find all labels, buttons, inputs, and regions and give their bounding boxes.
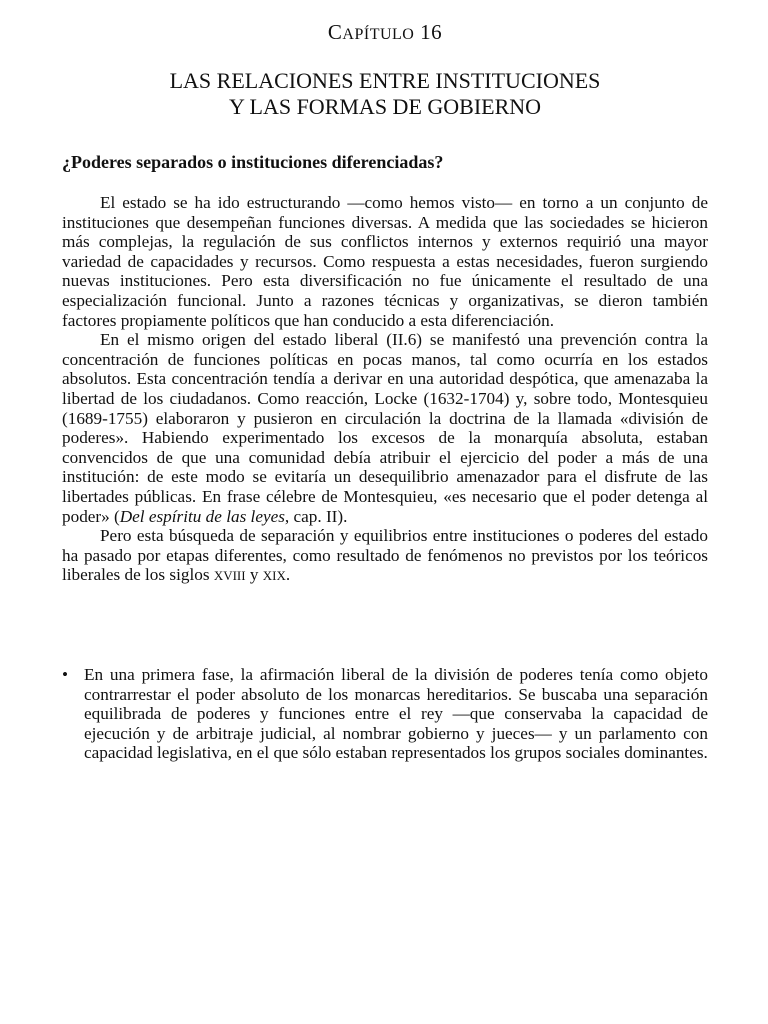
bullet-item-1: [62, 665, 708, 763]
book-title-citation: Del espíritu de las leyes: [119, 506, 285, 526]
paragraph-3-end: .: [285, 565, 291, 585]
paragraph-2: [62, 330, 708, 526]
bullet-list: [62, 665, 708, 763]
section-heading: ¿Poderes separados o instituciones diferenciadas?: [62, 152, 444, 172]
chapter-word: APÍTULO: [342, 26, 415, 43]
century-18: XVIII: [213, 568, 246, 584]
chapter-title-line-1: LAS RELACIONES ENTRE INSTITUCIONES: [169, 68, 601, 93]
paragraph-2-end: , cap. II).: [284, 506, 348, 526]
book-page: [62, 0, 708, 1024]
body-text: [62, 193, 708, 586]
paragraph-3-conjunction: y: [245, 565, 263, 585]
chapter-title-line-2: Y LAS FORMAS DE GOBIERNO: [228, 94, 542, 119]
chapter-number: 16: [420, 20, 443, 44]
bullet-item-1-text: En una primera fase, la afirmación liberal de la división de poderes tenía como objeto contrarrestar el poder absoluto de los monarcas hereditarios. Se buscaba una separación equilibrada de poderes y funciones entre el rey —que conservaba la capacidad de ejecución y de arbitraje judicial, al nombrar gobierno y jueces— y un parlamento con capacidad legislativa, en el que sólo estaban representados los grupos sociales dominantes.: [84, 665, 708, 763]
paragraph-3-text: Pero esta búsqueda de separación y equilibrios entre instituciones o poderes del estado ha pasado por etapas diferentes, como resultado de fenómenos no previstos por los teóricos liberales de los siglos: [62, 526, 708, 585]
chapter-label: [62, 20, 708, 45]
paragraph-2-text: En el mismo origen del estado liberal (II.6) se manifestó una prevención contra la concentración de funciones políticas en pocas manos, tal como ocurría en los estados absolutos. Esta concentración tendía a derivar en una autoridad despótica, que amenazaba la libertad de los ciudadanos. Como reacción, Locke (1632-1704) y, sobre todo, Montesquieu (1689-1755) elaboraron y pusieron en circulación la doctrina de la llamada «división de poderes». Habiendo experimentado los excesos de la monarquía absoluta, estaban convencidos de que una comunidad debía atribuir el ejercicio del poder a más de una institución: de este modo se evitaría un desequilibrio amenazador para el disfrute de las libertades públicas. En frase célebre de Montesquieu, «es necesario que el poder detenga al poder» (: [62, 330, 708, 526]
bullet-icon: •: [62, 665, 69, 684]
paragraph-3: [62, 526, 708, 586]
chapter-title: [62, 68, 708, 120]
century-19: XIX: [262, 568, 286, 584]
paragraph-1: El estado se ha ido estructurando —como hemos visto— en torno a un conjunto de instituciones que desempeñan funciones diversas. A medida que las sociedades se hicieron más complejas, la regulación de sus conflictos internos y externos requirió una mayor variedad de capacidades y recursos. Como respuesta a estas necesidades, fueron surgiendo nuevas instituciones. Pero esta diversificación no fue únicamente el resultado de una especialización funcional. Junto a razones técnicas y organizativas, se dieron también factores propiamente políticos que han conducido a esta diferenciación.: [62, 193, 708, 330]
chapter-initial: C: [327, 20, 343, 44]
